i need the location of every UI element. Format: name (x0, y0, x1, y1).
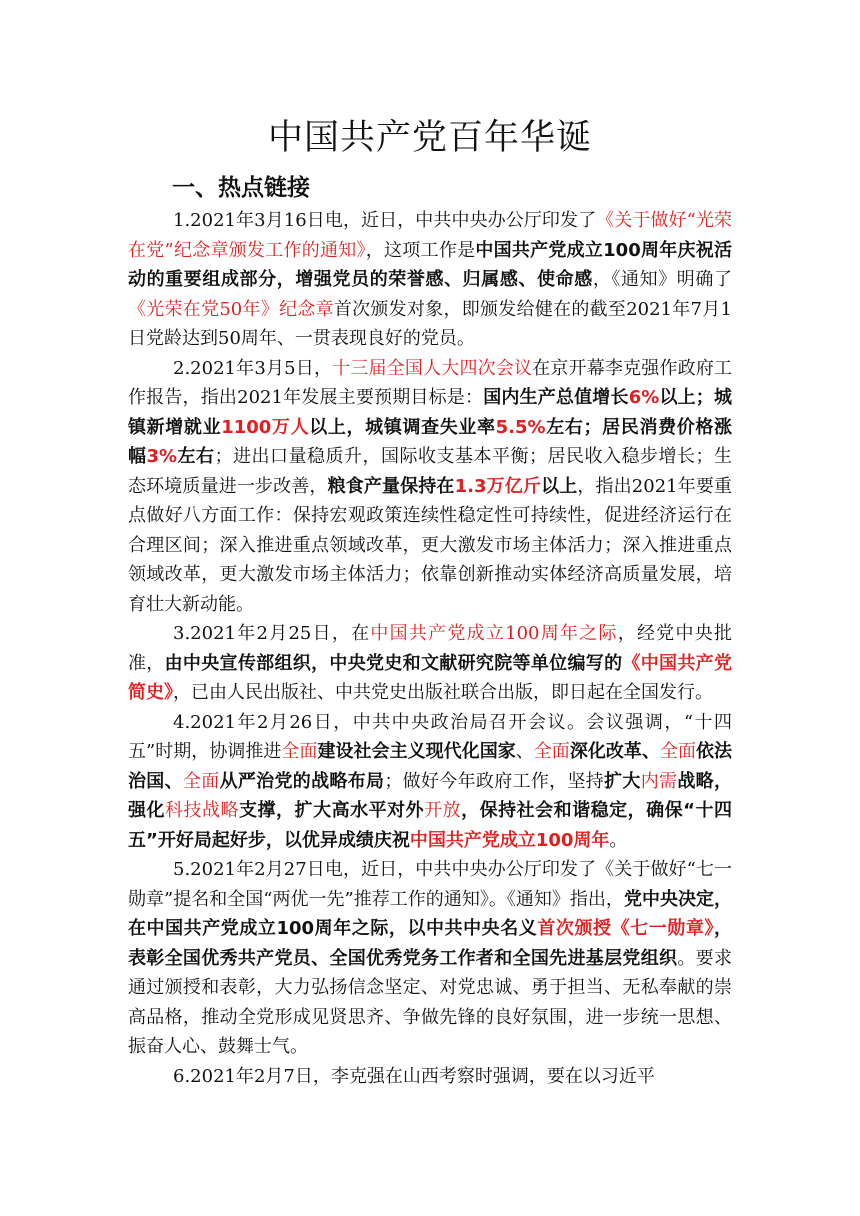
red-text-run: 内需 (640, 770, 678, 792)
text-run: 首次颁发对象，即颁发给健在的截至2021年7月1日党龄达到50周年、一贯表现良好的党员。 (128, 298, 732, 349)
text-run: 5.2021年2月27日电，近日，中共中央办公厅印发了《关于做好“七一勋章”提名和全国“两优一先”推荐工作的通知》。《通知》指出， (128, 859, 732, 910)
red-bold-text-run: 5.5% (495, 416, 546, 438)
section-heading: 一、热点链接 (172, 175, 310, 201)
text-run: ；做好今年政府工作，坚持 (384, 770, 605, 792)
bold-text-run: 中国共产党成立100周年庆祝活动的重要组成部分，增强党员的荣誉感、归属感、使命感 (128, 239, 732, 290)
red-text-run: 开放 (424, 800, 462, 821)
red-bold-text-run: 中国共产党成立100周年 (409, 829, 610, 851)
bold-text-run: 粮食产量保持在 (327, 475, 455, 497)
red-text-run: 十三届全国人大四次会议 (332, 357, 533, 379)
text-run: ，《通知》明确了 (592, 269, 732, 290)
red-text-run: 《光荣在党50年》纪念章 (128, 298, 334, 320)
bold-text-run: 国内生产总值增长 (483, 387, 629, 408)
bold-text-run: 党中央决定，在中国共产党成立100周年之际，以中共中央名义 (128, 888, 733, 939)
paragraph-2 (128, 354, 732, 620)
bold-text-run: 左右；居民消费价格涨幅 (128, 416, 733, 467)
bold-text-run: 以上，城镇调查失业率 (309, 416, 496, 438)
bold-text-run: 以上 (541, 475, 578, 497)
text-run: 、 (515, 741, 534, 762)
paragraph-4 (128, 708, 732, 856)
bold-text-run: 以上；城镇新增就业 (128, 387, 732, 438)
text-run: ，经党中央批准， (128, 623, 733, 674)
bold-text-run: 由中央宣传部组织，中央党史和文献研究院等单位编写的 (164, 652, 623, 674)
red-text-run: 《关于做好“光荣在党”纪念章颁发工作的通知》 (128, 210, 733, 261)
bold-text-run: 战略，强化 (128, 770, 732, 821)
red-text-run: 全面 (659, 741, 697, 762)
bold-text-run: 从严治党的战略布局 (219, 770, 385, 792)
text-run: ；进出口量稳质升，国际收支基本平衡；居民收入稳步增长；生态环境质量进一步改善， (128, 446, 733, 497)
red-text-run: 中国共产党成立100周年之际 (370, 623, 618, 644)
bold-text-run: 支撑，扩大高水平对外 (239, 800, 425, 821)
red-bold-text-run: 3% (146, 446, 178, 467)
red-bold-text-run: 1.3万亿斤 (454, 475, 542, 497)
document-title: 中国共产党百年华诞 (267, 118, 592, 158)
bold-text-run: 扩大 (604, 770, 641, 792)
document-body (128, 206, 732, 1091)
text-run: 4.2021年2月26日，中共中央政治局召开会议。会议强调，“十四五”时期，协调推进 (128, 711, 732, 762)
paragraph-3 (128, 619, 732, 708)
bold-text-run: ，保持社会和谐稳定，确保“十四五”开好局起好步，以优异成绩庆祝 (128, 800, 733, 851)
paragraph-1 (128, 206, 732, 354)
red-bold-text-run: 首次颁授《七一勋章》 (537, 918, 714, 939)
text-run: 。 (609, 829, 628, 851)
red-text-run: 全面 (182, 770, 220, 792)
red-text-run: 全面 (533, 741, 570, 762)
bold-text-run: ，表彰全国优秀共产党员、全国优秀党务工作者和全国先进基层党组织 (128, 918, 732, 969)
red-bold-text-run: 1100万人 (221, 416, 310, 438)
red-text-run: 全面 (281, 741, 318, 762)
paragraph-6 (128, 1062, 732, 1092)
text-run: ，已由人民出版社、中共党史出版社联合出版，即日起在全国发行。 (173, 682, 713, 703)
paragraph-5 (128, 855, 732, 1062)
text-run: 。要求通过颁授和表彰，大力弘扬信念坚定、对党忠诚、勇于担当、无私奉献的崇高品格，推动全党形成见贤思齐、争做先锋的良好氛围，进一步统一思想、振奋人心、鼓舞士气。 (128, 947, 732, 1057)
text-run: 3.2021年2月25日，在 (173, 623, 371, 644)
red-bold-text-run: 《中国共产党简史》 (128, 652, 732, 703)
red-text-run: 科技战略 (165, 800, 240, 821)
text-run: 在京开幕李克强作政府工作报告，指出2021年发展主要预期目标是： (128, 357, 733, 408)
text-run: ，指出2021年要重点做好八方面工作：保持宏观政策连续性稳定性可持续性，促进经济运行在合理区间；深入推进重点领域改革，更大激发市场主体活力；深入推进重点领域改革，更大激发市场主体活力；依靠创新推动实体经济高质量发展，培育壮大新动能。 (128, 475, 733, 615)
text-run: ，这项工作是 (365, 239, 476, 261)
red-bold-text-run: 6% (628, 387, 660, 408)
text-run: 2.2021年3月5日， (173, 357, 333, 379)
bold-text-run: 依法治国、 (128, 741, 733, 792)
bold-text-run: 左右 (177, 446, 215, 467)
bold-text-run: 深化改革、 (569, 741, 660, 762)
text-run: 1.2021年3月16日电，近日，中共中央办公厅印发了 (173, 210, 597, 231)
text-run: 6.2021年2月7日，李克强在山西考察时强调，要在以习近平 (173, 1065, 655, 1087)
bold-text-run: 建设社会主义现代化国家 (317, 741, 516, 762)
